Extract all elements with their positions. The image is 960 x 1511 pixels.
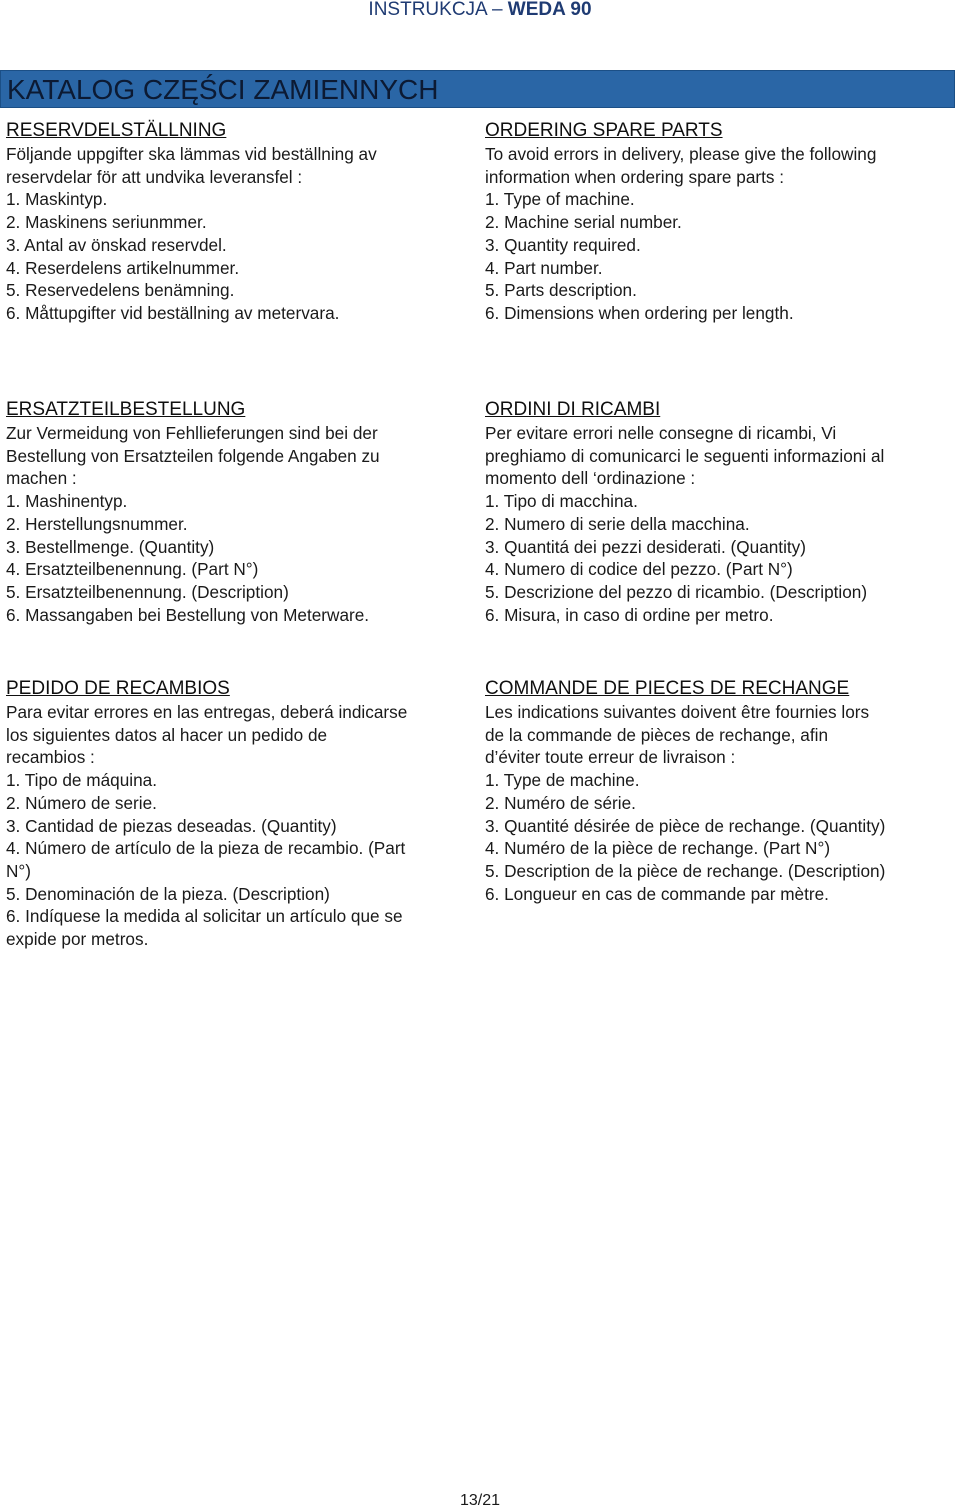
- section-heading: RESERVDELSTÄLLNING: [6, 120, 227, 141]
- section-line: To avoid errors in delivery, please give the following: [485, 144, 877, 164]
- section-german: [6, 398, 471, 626]
- section-line: 3. Quantitá dei pezzi desiderati. (Quantity): [485, 536, 806, 557]
- section-line: Per evitare errori nelle consegne di ricambi, Vi: [485, 423, 837, 443]
- section-line: recambios :: [6, 747, 95, 768]
- section-line: 4. Numéro de la pièce de rechange. (Part N°): [485, 838, 831, 859]
- section-line: 6. Massangaben bei Bestellung von Meterware.: [6, 604, 370, 625]
- section-line: de la commande de pièces de rechange, afin: [485, 724, 829, 745]
- section-line: 2. Numéro de série.: [485, 792, 636, 813]
- section-line: 4. Ersatzteilbenennung. (Part N°): [6, 559, 259, 580]
- section-line: Följande uppgifter ska lämmas vid beställning av: [6, 144, 377, 164]
- section-line: 2. Herstellungsnummer.: [6, 513, 188, 534]
- section-spanish: [6, 677, 471, 951]
- section-line: machen :: [6, 468, 77, 489]
- section-line: 5. Denominación de la pieza. (Description): [6, 883, 330, 904]
- section-line: N°): [6, 860, 32, 881]
- section-line: Bestellung von Ersatzteilen folgende Angaben zu: [6, 445, 380, 466]
- section-heading: COMMANDE DE PIECES DE RECHANGE: [485, 678, 850, 699]
- section-line: 2. Numero di serie della macchina.: [485, 513, 750, 534]
- section-line: 3. Cantidad de piezas deseadas. (Quantity): [6, 815, 337, 836]
- section-french: [485, 677, 950, 905]
- section-line: 4. Numero di codice del pezzo. (Part N°): [485, 559, 793, 580]
- section-line: 1. Maskintyp.: [6, 189, 108, 210]
- section-line: 2. Número de serie.: [6, 792, 157, 813]
- section-line: preghiamo di comunicarci le seguenti informazioni al: [485, 445, 885, 466]
- section-line: 6. Longueur en cas de commande par mètre.: [485, 883, 829, 904]
- header-title-prefix: INSTRUKCJA –: [368, 0, 508, 20]
- banner-title: KATALOG CZĘŚCI ZAMIENNYCH: [7, 74, 439, 105]
- section-line: 6. Indíquese la medida al solicitar un artículo que se: [6, 906, 403, 927]
- document-header: [0, 0, 960, 22]
- section-line: 6. Dimensions when ordering per length.: [485, 302, 794, 323]
- section-line: information when ordering spare parts :: [485, 166, 785, 187]
- section-line: 4. Part number.: [485, 257, 603, 278]
- section-line: 3. Bestellmenge. (Quantity): [6, 536, 215, 557]
- header-title-model: WEDA 90: [507, 0, 592, 20]
- section-line: 4. Reserdelens artikelnummer.: [6, 257, 240, 278]
- section-line: 2. Maskinens seriunmmer.: [6, 212, 207, 233]
- page-number: 13/21: [459, 1492, 501, 1509]
- section-line: 1. Tipo de máquina.: [6, 770, 157, 791]
- section-line: Zur Vermeidung von Fehllieferungen sind bei der: [6, 423, 378, 443]
- section-line: los siguientes datos al hacer un pedido de: [6, 724, 328, 745]
- section-line: d’éviter toute erreur de livraison :: [485, 747, 736, 768]
- catalog-banner: [0, 70, 955, 108]
- section-line: 5. Ersatzteilbenennung. (Description): [6, 581, 289, 602]
- section-line: 3. Antal av önskad reservdel.: [6, 234, 227, 255]
- section-line: 1. Type de machine.: [485, 770, 640, 791]
- section-line: 5. Reservedelens benämning.: [6, 280, 235, 301]
- section-heading: ORDERING SPARE PARTS: [485, 120, 723, 141]
- section-heading: ORDINI DI RICAMBI: [485, 399, 661, 420]
- section-line: 1. Tipo di macchina.: [485, 491, 638, 512]
- section-line: Para evitar errores en las entregas, deberá indicarse: [6, 702, 408, 722]
- section-line: expide por metros.: [6, 929, 149, 950]
- section-heading: ERSATZTEILBESTELLUNG: [6, 399, 246, 420]
- section-line: 1. Type of machine.: [485, 189, 635, 210]
- section-line: 5. Description de la pièce de rechange. (Description): [485, 860, 886, 881]
- section-italian: [485, 398, 950, 626]
- section-line: 3. Quantité désirée de pièce de rechange. (Quantity): [485, 815, 886, 836]
- section-line: 6. Måttupgifter vid beställning av metervara.: [6, 302, 340, 323]
- section-swedish: [6, 119, 471, 325]
- section-line: 4. Número de artículo de la pieza de recambio. (Part: [6, 838, 406, 859]
- section-line: 5. Parts description.: [485, 280, 637, 301]
- section-line: momento dell ‘ordinazione :: [485, 468, 696, 489]
- section-line: 2. Machine serial number.: [485, 212, 682, 233]
- section-line: 5. Descrizione del pezzo di ricambio. (Description): [485, 581, 868, 602]
- section-line: reservdelar för att undvika leveransfel :: [6, 166, 303, 187]
- section-english: [485, 119, 950, 325]
- section-line: 1. Mashinentyp.: [6, 491, 128, 512]
- section-heading: PEDIDO DE RECAMBIOS: [6, 678, 230, 699]
- section-line: Les indications suivantes doivent être fournies lors: [485, 702, 870, 722]
- section-line: 3. Quantity required.: [485, 234, 641, 255]
- section-line: 6. Misura, in caso di ordine per metro.: [485, 604, 774, 625]
